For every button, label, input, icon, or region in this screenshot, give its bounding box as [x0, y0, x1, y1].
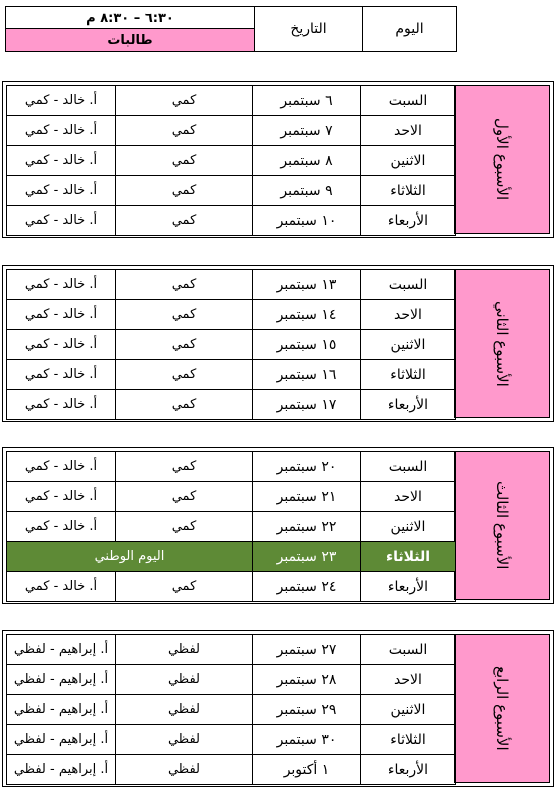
table-row [6, 664, 455, 694]
teacher-cell: أ. خالد - كمي [6, 205, 116, 236]
date-cell: ٢٩ سبتمبر [252, 694, 361, 725]
table-row [6, 754, 455, 784]
subject-cell: لفظي [115, 754, 253, 785]
day-cell: الثلاثاء [360, 175, 456, 206]
subject-cell: لفظي [115, 724, 253, 755]
teacher-cell: أ. إبراهيم - لفظي [6, 664, 116, 695]
subject-cell: كمي [115, 205, 253, 236]
teacher-cell: أ. خالد - كمي [6, 329, 116, 360]
week-label-text: الأسبوع الثاني [493, 300, 511, 387]
group-label: طالبات [5, 28, 255, 52]
table-row [6, 571, 455, 601]
date-cell: ١٧ سبتمبر [252, 389, 361, 420]
day-cell: الأربعاء [360, 205, 456, 236]
day-cell: السبت [360, 269, 456, 300]
subject-cell: كمي [115, 175, 253, 206]
day-cell: الأربعاء [360, 389, 456, 420]
teacher-cell: أ. إبراهيم - لفظي [6, 754, 116, 785]
date-cell: ٢٨ سبتمبر [252, 664, 361, 695]
subject-cell: كمي [115, 511, 253, 542]
day-cell: السبت [360, 85, 456, 116]
day-cell: السبت [360, 451, 456, 482]
date-cell: ٢٢ سبتمبر [252, 511, 361, 542]
teacher-cell: أ. خالد - كمي [6, 299, 116, 330]
table-row [6, 329, 455, 359]
day-cell: الأربعاء [360, 571, 456, 602]
table-row [6, 269, 455, 299]
teacher-cell: أ. خالد - كمي [6, 571, 116, 602]
date-cell: ٢٤ سبتمبر [252, 571, 361, 602]
table-row [6, 205, 455, 235]
date-cell: ١٥ سبتمبر [252, 329, 361, 360]
teacher-cell: أ. خالد - كمي [6, 389, 116, 420]
subject-cell: كمي [115, 115, 253, 146]
date-cell: ٢٠ سبتمبر [252, 451, 361, 482]
day-cell: السبت [360, 634, 456, 665]
date-column-header: التاريخ [254, 6, 363, 52]
date-cell: ٧ سبتمبر [252, 115, 361, 146]
week-block [2, 447, 554, 604]
time-range: ٦:٣٠ – ٨:٣٠ م [5, 6, 255, 29]
holiday-cell: اليوم الوطني [6, 541, 253, 572]
day-cell: الاحد [360, 115, 456, 146]
subject-cell: كمي [115, 571, 253, 602]
day-cell: الاحد [360, 481, 456, 512]
day-cell: الاثنين [360, 511, 456, 542]
week-label [454, 451, 550, 600]
table-row [6, 511, 455, 541]
date-cell: ١٠ سبتمبر [252, 205, 361, 236]
teacher-cell: أ. خالد - كمي [6, 115, 116, 146]
teacher-cell: أ. خالد - كمي [6, 359, 116, 390]
week-block [2, 81, 554, 238]
date-cell: ١ أكتوبر [252, 754, 361, 785]
date-cell: ٩ سبتمبر [252, 175, 361, 206]
date-cell: ١٤ سبتمبر [252, 299, 361, 330]
day-cell: الاثنين [360, 694, 456, 725]
table-row [6, 175, 455, 205]
date-cell: ٢٣ سبتمبر [252, 541, 361, 572]
subject-cell: كمي [115, 481, 253, 512]
week-label-text: الأسبوع الرابع [493, 666, 511, 751]
table-row [6, 694, 455, 724]
teacher-cell: أ. خالد - كمي [6, 85, 116, 116]
teacher-cell: أ. إبراهيم - لفظي [6, 724, 116, 755]
table-row [6, 724, 455, 754]
subject-cell: كمي [115, 85, 253, 116]
table-row [6, 634, 455, 664]
date-cell: ٨ سبتمبر [252, 145, 361, 176]
week-label-text: الأسبوع الثالث [493, 481, 511, 570]
day-column-header: اليوم [362, 6, 457, 52]
teacher-cell: أ. خالد - كمي [6, 269, 116, 300]
week-label [454, 634, 550, 783]
subject-cell: كمي [115, 269, 253, 300]
teacher-cell: أ. خالد - كمي [6, 451, 116, 482]
table-row [6, 85, 455, 115]
teacher-cell: أ. خالد - كمي [6, 481, 116, 512]
subject-cell: كمي [115, 329, 253, 360]
week-block [2, 265, 554, 422]
teacher-cell: أ. خالد - كمي [6, 145, 116, 176]
date-cell: ١٦ سبتمبر [252, 359, 361, 390]
day-cell: الاحد [360, 299, 456, 330]
date-cell: ١٣ سبتمبر [252, 269, 361, 300]
week-label [454, 85, 550, 234]
table-row [6, 115, 455, 145]
table-row [6, 481, 455, 511]
date-cell: ٢١ سبتمبر [252, 481, 361, 512]
day-cell: الثلاثاء [360, 541, 456, 572]
table-row [6, 451, 455, 481]
teacher-cell: أ. إبراهيم - لفظي [6, 634, 116, 665]
day-cell: الثلاثاء [360, 359, 456, 390]
week-label-text: الأسبوع الأول [493, 118, 511, 201]
week-block [2, 630, 554, 787]
subject-cell: كمي [115, 145, 253, 176]
table-row [6, 389, 455, 419]
subject-cell: لفظي [115, 664, 253, 695]
week-label [454, 269, 550, 418]
subject-cell: لفظي [115, 694, 253, 725]
subject-cell: كمي [115, 299, 253, 330]
day-cell: الاثنين [360, 145, 456, 176]
date-cell: ٦ سبتمبر [252, 85, 361, 116]
day-cell: الاحد [360, 664, 456, 695]
table-row [6, 359, 455, 389]
date-cell: ٢٧ سبتمبر [252, 634, 361, 665]
day-cell: الثلاثاء [360, 724, 456, 755]
teacher-cell: أ. إبراهيم - لفظي [6, 694, 116, 725]
holiday-row [6, 541, 455, 571]
day-cell: الأربعاء [360, 754, 456, 785]
date-cell: ٣٠ سبتمبر [252, 724, 361, 755]
subject-cell: لفظي [115, 634, 253, 665]
day-cell: الاثنين [360, 329, 456, 360]
table-row [6, 299, 455, 329]
table-row [6, 145, 455, 175]
teacher-cell: أ. خالد - كمي [6, 175, 116, 206]
subject-cell: كمي [115, 451, 253, 482]
teacher-cell: أ. خالد - كمي [6, 511, 116, 542]
subject-cell: كمي [115, 389, 253, 420]
subject-cell: كمي [115, 359, 253, 390]
